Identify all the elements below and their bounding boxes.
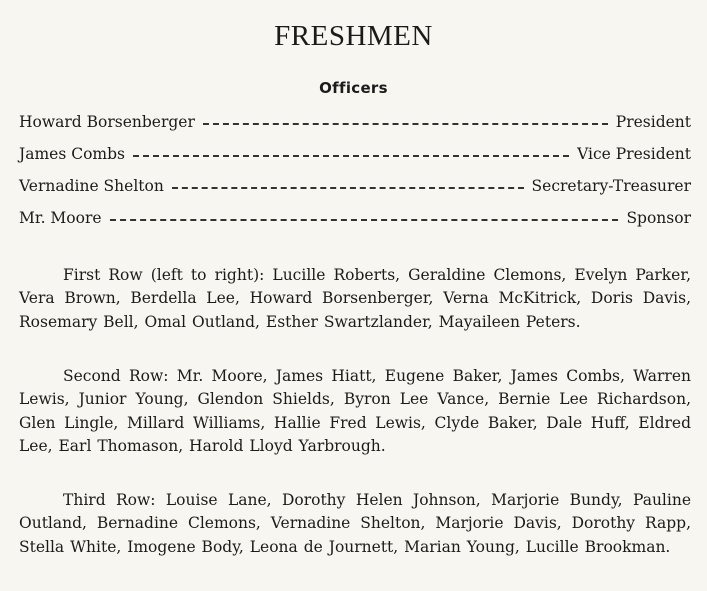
officer-line-vice-president: [19, 143, 691, 165]
first-row-paragraph: First Row (left to right): Lucille Roberts, Geraldine Clemons, Evelyn Parker, Vera Brown, Berdella Lee, Howard Borsenberger, Verna McKitrick, Doris Davis, Rosemary Bell, Omal Outland, Esther Swartzlander, Mayaileen Peters.: [19, 266, 691, 331]
officer-name: Vernadine Shelton: [19, 177, 164, 195]
dotted-leader: [110, 207, 619, 221]
officer-office: Secretary-Treasurer: [531, 177, 691, 195]
officer-office: Sponsor: [626, 209, 691, 227]
officers-heading: Officers: [319, 79, 388, 97]
officer-name: Mr. Moore: [19, 209, 102, 227]
officer-line-president: [19, 111, 691, 133]
dotted-leader: [172, 175, 524, 189]
third-row-paragraph: Third Row: Louise Lane, Dorothy Helen Johnson, Marjorie Bundy, Pauline Outland, Bernadine Clemons, Vernadine Shelton, Marjorie Davis, Dorothy Rapp, Stella White, Imogene Body, Leona de Journett, Marian Young, Lucille Brookman.: [19, 491, 691, 556]
officer-office: Vice President: [577, 145, 691, 163]
second-row-paragraph: Second Row: Mr. Moore, James Hiatt, Eugene Baker, James Combs, Warren Lewis, Junior Young, Glendon Shields, Byron Lee Vance, Bernie Lee Richardson, Glen Lingle, Millard Williams, Hallie Fred Lewis, Clyde Baker, Dale Huff, Eldred Lee, Earl Thomason, Harold Lloyd Yarbrough.: [19, 367, 691, 456]
officer-office: President: [615, 113, 691, 131]
officer-name: James Combs: [19, 145, 125, 163]
officer-name: Howard Borsenberger: [19, 113, 195, 131]
dotted-leader: [203, 111, 608, 125]
page-title: FRESHMEN: [274, 20, 433, 52]
dotted-leader: [133, 143, 569, 157]
officer-line-secretary-treasurer: [19, 175, 691, 197]
officer-line-sponsor: [19, 207, 691, 229]
